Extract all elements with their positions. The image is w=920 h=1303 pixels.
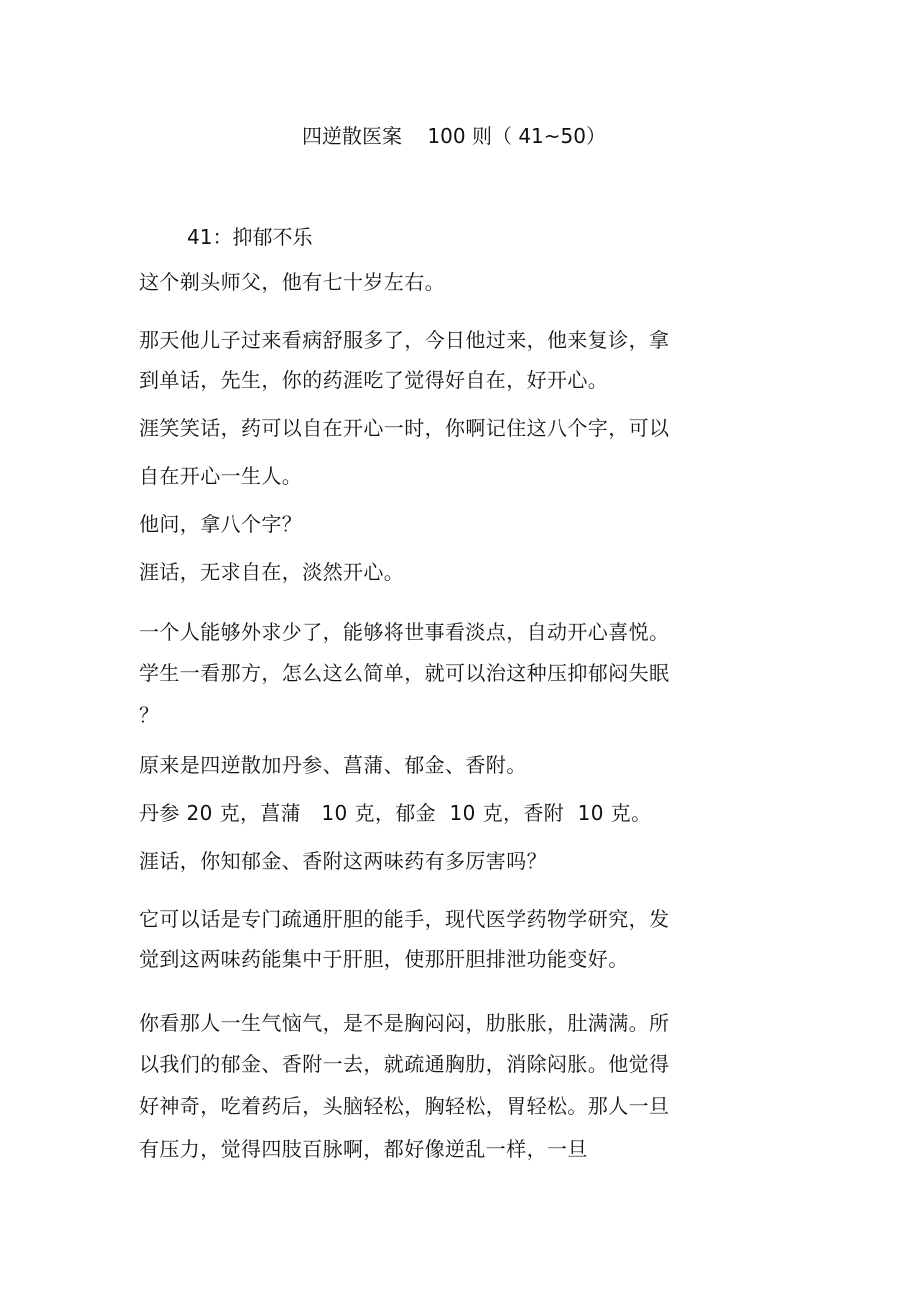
paragraph-line: 这个剃头师父，他有七十岁左右。 xyxy=(139,270,445,294)
paragraph-line: 好神奇，吃着药后，头脑轻松，胸轻松，胃轻松。那人一旦 xyxy=(139,1094,670,1118)
page-title: 四逆散医案 100 则（ 41~50） xyxy=(302,124,606,148)
paragraph-line: 涯话，你知郁金、香附这两味药有多厉害吗？ xyxy=(139,849,547,873)
paragraph-line: 原来是四逆散加丹参、菖蒲、郁金、香附。 xyxy=(139,753,527,777)
paragraph-line: 觉到这两味药能集中于肝胆，使那肝胆排泄功能变好。 xyxy=(139,947,629,971)
paragraph-line: 到单话，先生，你的药涯吃了觉得好自在，好开心。 xyxy=(139,368,609,392)
paragraph-line: 有压力，觉得四肢百脉啊，都好像逆乱一样，一旦 xyxy=(139,1137,588,1161)
paragraph-line: 自在开心一生人。 xyxy=(139,464,303,488)
section-heading: 41：抑郁不乐 xyxy=(187,225,313,249)
paragraph-line: 涯笑笑话，药可以自在开心一时，你啊记住这八个字，可以 xyxy=(139,416,670,440)
paragraph-line: 学生一看那方，怎么这么简单，就可以治这种压抑郁闷失眠 xyxy=(139,661,670,685)
paragraph-line: 涯话，无求自在，淡然开心。 xyxy=(139,560,405,584)
paragraph-line: 丹参 20 克，菖蒲 10 克，郁金 10 克，香附 10 克。 xyxy=(139,801,652,825)
paragraph-line: 以我们的郁金、香附一去，就疏通胸肋，消除闷胀。他觉得 xyxy=(139,1052,670,1076)
paragraph-line: 那天他儿子过来看病舒服多了，今日他过来，他来复诊，拿 xyxy=(139,328,670,352)
paragraph-line: 他问，拿八个字？ xyxy=(139,512,303,536)
paragraph-line: 你看那人一生气恼气，是不是胸闷闷，肋胀胀，肚满满。所 xyxy=(139,1011,670,1035)
paragraph-line: ？ xyxy=(139,703,160,727)
paragraph-line: 它可以话是专门疏通肝胆的能手，现代医学药物学研究，发 xyxy=(139,907,670,931)
paragraph-line: 一个人能够外求少了，能够将世事看淡点，自动开心喜悦。 xyxy=(139,620,670,644)
